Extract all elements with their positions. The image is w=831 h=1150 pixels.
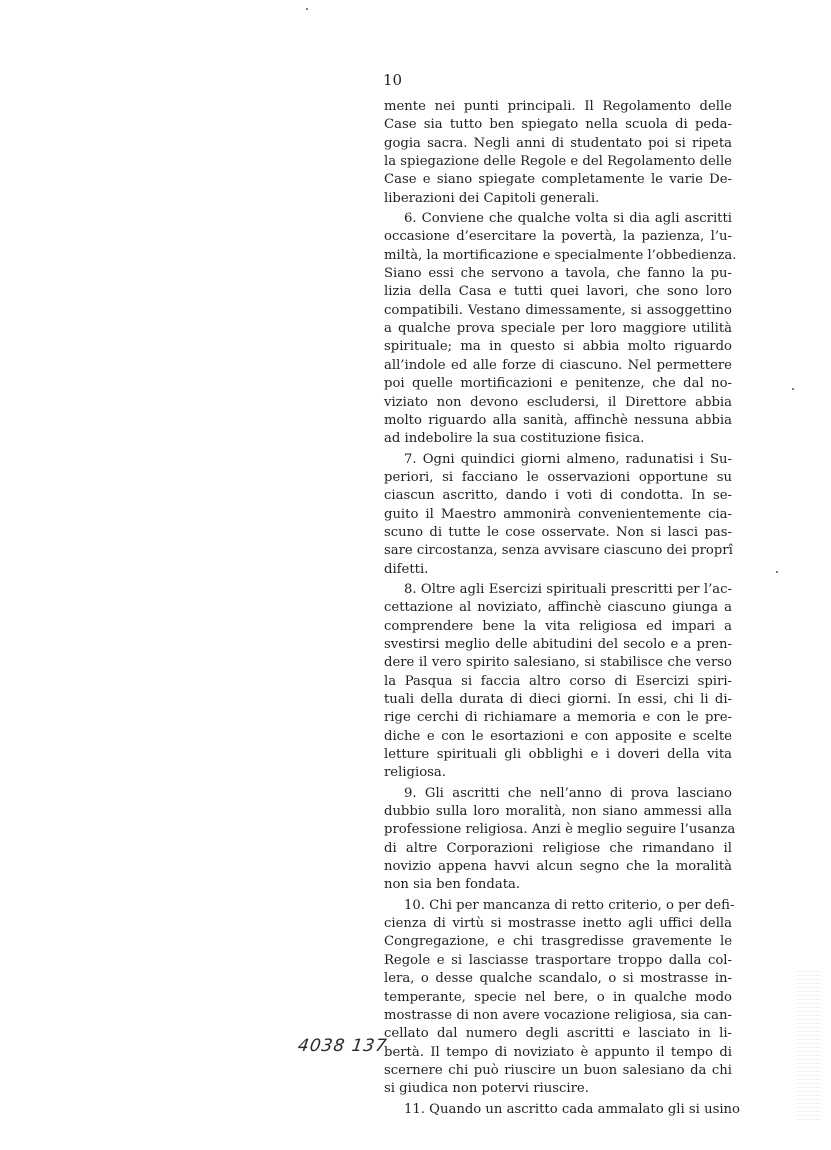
text-line: all’indole ed alle forze di ciascuno. Nel permettere (384, 357, 732, 373)
paragraph (384, 785, 736, 895)
text-line: diche e con le esortazioni e con apposite e scelte (384, 728, 732, 744)
text-line: liberazioni dei Capitoli generali. (384, 190, 600, 206)
text-line: novizio appena havvi alcun segno che la moralità (384, 859, 732, 875)
text-line: cettazione al noviziato, affinchè ciascuno giunga a (384, 600, 732, 616)
text-line: difetti. (384, 561, 429, 577)
page-edge-shading (797, 970, 821, 1120)
paragraph (384, 210, 737, 448)
page-number: 10 (383, 71, 403, 89)
text-column (384, 98, 740, 1119)
text-line: dere il vero spirito salesiano, si stabilisce che verso (384, 655, 732, 671)
text-line: non sia ben fondata. (384, 877, 521, 893)
text-line: mente nei punti principali. Il Regolamento delle (384, 99, 732, 114)
text-line: spirituale; ma in questo si abbia molto riguardo (384, 339, 732, 355)
text-line: letture spirituali gli obblighi e i doveri della vita (384, 747, 732, 763)
text-line: la spiegazione delle Regole e del Regolamento delle (384, 154, 732, 170)
paragraph (384, 1101, 740, 1119)
ink-speck (776, 571, 778, 573)
text-line: ciascun ascritto, dando i voti di condotta. In se- (384, 488, 732, 504)
text-line: Regole e si lasciasse trasportare troppo dalla col- (384, 952, 732, 968)
text-line: Case e siano spiegate completamente le varie De- (384, 172, 732, 188)
text-line: mostrasse di non avere vocazione religiosa, sia can- (384, 1007, 732, 1023)
text-line: molto riguardo alla sanità, affinchè nessuna abbia (384, 412, 732, 428)
handwritten-note: 4038 137 (296, 1036, 389, 1056)
text-line: 11. Quando un ascritto cada ammalato gli si usino (404, 1101, 740, 1117)
text-line: comprendere bene la vita religiosa ed impari a (384, 618, 732, 634)
text-line: Congregazione, e chi trasgredisse gravemente le (384, 934, 732, 950)
text-line: professione religiosa. Anzi è meglio seguire l’usanza (384, 822, 736, 838)
text-line: scernere chi può riuscire un buon salesiano da chi (384, 1062, 732, 1078)
text-line: bertà. Il tempo di noviziato è appunto il tempo di (384, 1044, 732, 1060)
text-line: 7. Ogni quindici giorni almeno, radunatisi i Su- (404, 451, 732, 467)
text-line: religiosa. (384, 765, 446, 781)
text-line: compatibili. Vestano dimessamente, si assoggettino (384, 302, 732, 318)
text-line: Siano essi che servono a tavola, che fanno la pu- (384, 266, 732, 282)
text-line: occasione d’esercitare la povertà, la pazienza, l’u- (384, 229, 732, 245)
text-line: 10. Chi per mancanza di retto criterio, o per defi- (404, 897, 735, 913)
text-line: rige cerchi di richiamare a memoria e con le pre- (384, 710, 732, 726)
text-line: guito il Maestro ammonirà convenientemente cia- (384, 506, 732, 522)
text-line: Case sia tutto ben spiegato nella scuola di peda- (384, 117, 732, 133)
text-line: poi quelle mortificazioni e penitenze, che dal no- (384, 376, 732, 392)
text-line: a qualche prova speciale per loro maggiore utilità (384, 321, 732, 337)
text-line: viziato non devono escludersi, il Direttore abbia (384, 394, 732, 410)
text-line: sare circostanza, senza avvisare ciascuno dei proprî (384, 543, 733, 559)
text-line: lizia della Casa e tutti quei lavori, che sono loro (384, 284, 732, 300)
text-line: lera, o desse qualche scandalo, o si mostrasse in- (384, 971, 732, 987)
text-line: miltà, la mortificazione e specialmente l’obbedienza. (384, 247, 737, 263)
text-line: svestirsi meglio delle abitudini del secolo e a pren- (384, 636, 732, 652)
paragraph (384, 581, 732, 783)
text-line: 9. Gli ascritti che nell’anno di prova lasciano (404, 785, 732, 801)
text-line: dubbio sulla loro moralità, non siano ammessi alla (384, 804, 732, 820)
text-line: si giudica non potervi riuscire. (384, 1081, 589, 1097)
text-line: cellato dal numero degli ascritti e lasciato in li- (384, 1026, 732, 1042)
text-line: scuno di tutte le cose osservate. Non si lasci pas- (384, 524, 732, 540)
text-line: tuali della durata di dieci giorni. In essi, chi li di- (384, 692, 732, 707)
text-line: ad indebolire la sua costituzione fisica. (384, 431, 645, 447)
text-line: 6. Conviene che qualche volta si dia agli ascritti (404, 211, 732, 227)
text-line: la Pasqua si faccia altro corso di Esercizi spiri- (384, 673, 732, 689)
text-line: di altre Corporazioni religiose che rimandano il (384, 840, 732, 856)
paragraph (384, 451, 732, 579)
ink-speck (306, 8, 308, 10)
paragraph (384, 98, 732, 208)
text-line: cienza di virtù si mostrasse inetto agli uffici della (384, 916, 732, 932)
paragraph (384, 897, 735, 1099)
text-line: temperante, specie nel bere, o in qualche modo (384, 989, 732, 1005)
text-line: periori, si facciano le osservazioni opportune su (384, 469, 732, 485)
ink-speck (792, 388, 794, 390)
text-line: gogia sacra. Negli anni di studentato poi si ripeta (384, 135, 732, 151)
text-line: 8. Oltre agli Esercizi spirituali prescritti per l’ac- (404, 581, 732, 597)
